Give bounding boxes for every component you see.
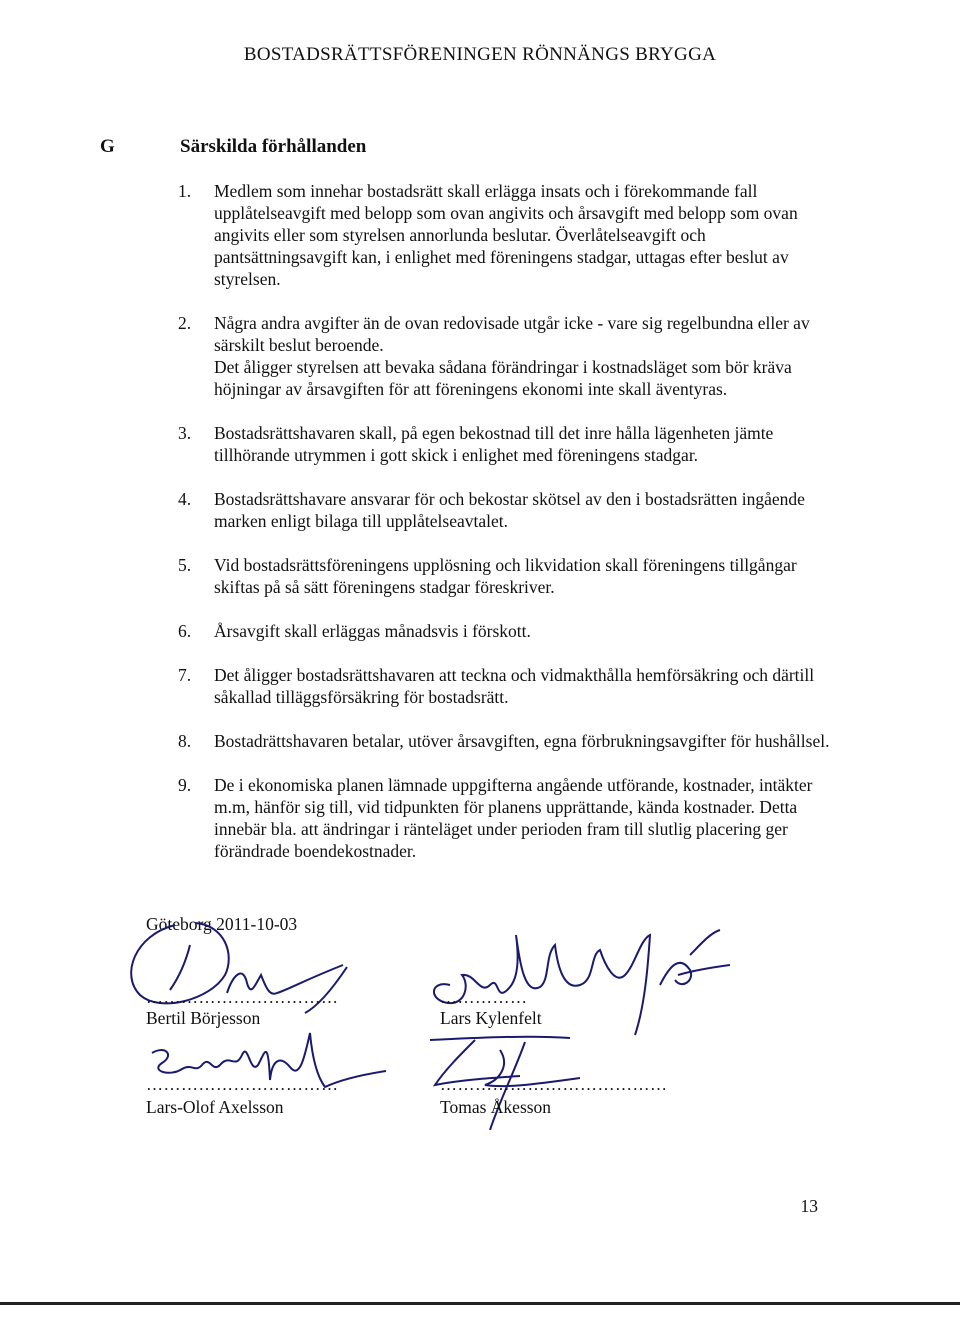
- item-text: Bostadrättshavaren betalar, utöver årsavgiften, egna förbrukningsavgifter för hushållsel.: [214, 731, 830, 751]
- signatory-name: Bertil Börjesson: [146, 1008, 261, 1028]
- item-text: Bostadsrättshavare ansvarar för och bekostar skötsel av den i bostadsrätten ingående marken enligt bilaga till upplåtelseavtalet.: [214, 489, 805, 531]
- signatory-name: Lars Kylenfelt: [440, 1008, 542, 1028]
- list-item: [178, 774, 838, 862]
- item-number: 9.: [178, 775, 192, 795]
- page-bottom-rule: [0, 1302, 960, 1305]
- item-number: 3.: [178, 423, 192, 443]
- list-item: [178, 488, 838, 532]
- item-text: Det åligger styrelsen att bevaka sådana förändringar i kostnadsläget som bör kräva höjningar av årsavgiften för att föreningens ekonomi inte skall äventyras.: [214, 357, 792, 399]
- list-item: [178, 730, 838, 752]
- item-number: 2.: [178, 313, 192, 333]
- list-item: [178, 180, 838, 290]
- page-number: 13: [800, 1196, 818, 1216]
- item-text: Vid bostadsrättsföreningens upplösning och likvidation skall föreningens tillgångar skiftas på så sätt föreningens stadgar föreskriver.: [214, 555, 797, 597]
- signature-line: ……………………………: [146, 1075, 339, 1094]
- item-number: 4.: [178, 489, 192, 509]
- item-text: Några andra avgifter än de ovan redovisade utgår icke - vare sig regelbundna eller av särskilt beslut beroende.: [214, 313, 810, 355]
- item-number: 6.: [178, 621, 192, 641]
- signature-line: ……………: [440, 988, 528, 1007]
- section-title: Särskilda förhållanden: [180, 136, 367, 157]
- item-text: Bostadsrättshavaren skall, på egen bekostnad till det inre hålla lägenheten jämte tillhörande utrymmen i gott skick i enlighet med föreningens stadgar.: [214, 423, 774, 465]
- list-item: [178, 620, 838, 642]
- list-item: [178, 422, 838, 466]
- list-item: [178, 554, 838, 598]
- numbered-list: [178, 180, 838, 884]
- signatory-name: Tomas Åkesson: [440, 1097, 552, 1117]
- signatory-name: Lars-Olof Axelsson: [146, 1097, 284, 1117]
- item-number: 7.: [178, 665, 192, 685]
- list-item: [178, 664, 838, 708]
- item-text: Det åligger bostadsrättshavaren att teckna och vidmakthålla hemförsäkring och därtill såkallad tilläggsförsäkring för bostadsrätt.: [214, 665, 815, 707]
- item-number: 1.: [178, 181, 192, 201]
- document-header: BOSTADSRÄTTSFÖRENINGEN RÖNNÄNGS BRYGGA: [243, 44, 717, 65]
- item-number: 8.: [178, 731, 192, 751]
- signature-line: ……………………………: [146, 988, 339, 1007]
- signature-line: …………………………………: [440, 1075, 668, 1094]
- section-letter: G: [100, 136, 115, 157]
- place-and-date: Göteborg 2011-10-03: [146, 914, 298, 934]
- item-text: De i ekonomiska planen lämnade uppgifterna angående utförande, kostnader, intäkter m.m, hänför sig till, vid tidpunkten för planens upprättande, kända kostnader. Detta innebär bla. att ändringar i ränteläget under perioden fram till slutlig placering ger förändrade boendekostnader.: [214, 775, 813, 861]
- item-number: 5.: [178, 555, 192, 575]
- item-text: Årsavgift skall erläggas månadsvis i förskott.: [214, 621, 531, 641]
- list-item: [178, 312, 838, 400]
- item-text: Medlem som innehar bostadsrätt skall erlägga insats och i förekommande fall upplåtelseavgift med belopp som ovan angivits och årsavgift med belopp som ovan angivits eller som styrelsen annorlunda beslutar. Överlåtelseavgift och pantsättningsavgift kan, i enlighet med föreningens stadgar, uttagas efter beslut av styrelsen.: [214, 181, 798, 289]
